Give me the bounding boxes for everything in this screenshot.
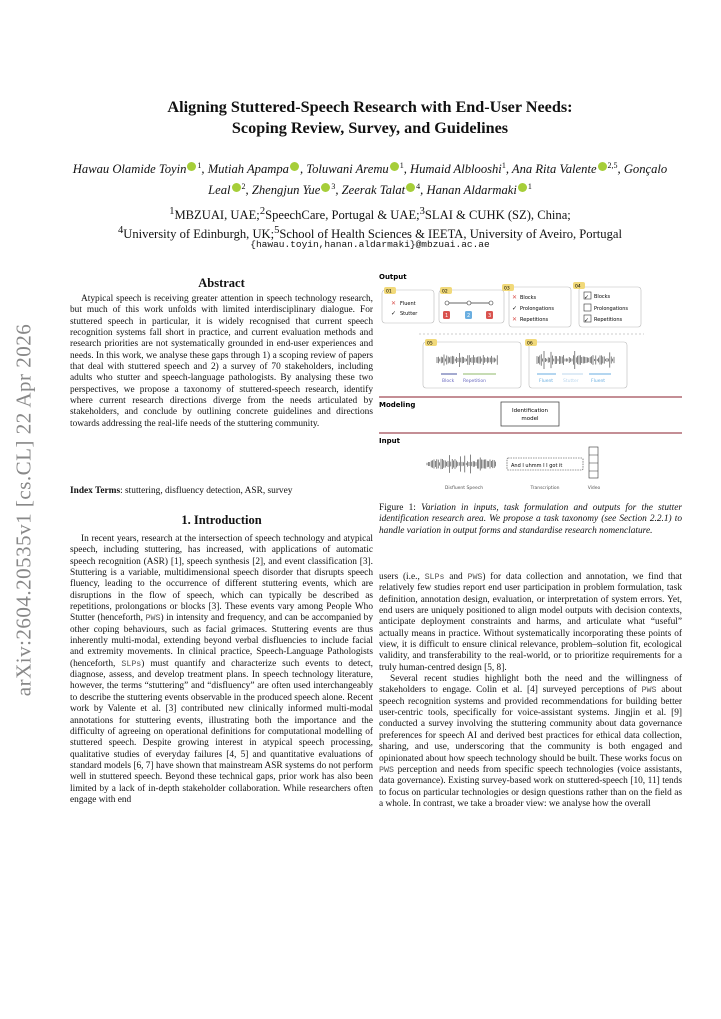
title-line-2: Scoping Review, Survey, and Guidelines (231, 119, 509, 137)
figure-caption (379, 503, 682, 537)
orcid-icon (390, 162, 399, 171)
timeline-node (467, 301, 471, 305)
blocks-label: Blocks (594, 294, 611, 300)
check-icon: ✓ (391, 310, 397, 317)
figure-1 (379, 270, 682, 495)
author-name: Ana Rita Valente (511, 162, 597, 177)
author-list: Hawau Olamide Toyin $^1$, Mutiah Apampa , Toluwani Aremu $^1$, Humaid Alblooshi$^1$, Ana Rita Valente $^{2,5}$, Gonçalo Leal $^2$, Zhengjun Yue $^3$, Zeerak Talat $^4$, Hanan Aldarmaki $^1$ (72, 161, 668, 198)
waveform-icon (537, 351, 614, 369)
abstract-text: Atypical speech is receiving greater attention in speech technology research, but much of this work unfolds with limited interdisciplinary dialogue. For stuttered speech in particular, it is widely recognised that current speech recognition systems fall short in practice, and current evaluation methods and research priorities are not systematically grounded in end-user experiences and needs. In this work, we analyse these gaps through 1) a scoping review of papers that deal with stuttered speech and 2) a survey of 70 stakeholders, including adults who stutter and speech-language pathologists. By analysing these two perspectives, we propose a taxonomy of stuttered-speech research, identify where current research directions diverge from the needs articulated by stakeholders, and conclude by outlining concrete guidelines and directions towards addressing the real-life needs of the stuttering community. (70, 294, 373, 429)
acronym: PWS (641, 686, 657, 696)
paper-title (90, 97, 650, 139)
fluent-label: Fluent (400, 301, 416, 307)
author-affiliation-mark: 2,5 (607, 161, 618, 170)
cross-icon: ✕ (391, 300, 397, 307)
acronym: PWS (379, 765, 394, 775)
model-box-line-2: model (521, 416, 539, 422)
orcid-icon (406, 183, 415, 192)
right-paragraph-1: users (i.e., SLPs and PWS) for data collection and annotation, we find that relatively few studies report end user participation in problem formulation, task definition, annotation design, evaluation, or interpretation of system errors. Yet, end users are uniquely positioned to align model outputs with decision contexts, anticipate deployment constraints and harms, and articulate what “useful” actually means in practice. Without systematically incorporating these points of view, it is difficult to ensure clinical relevance, problem–solution fit, ecological validity, and transferability to the real-world, or to prioritize requirements for a truly human-centred design [5, 8]. (379, 572, 682, 673)
author-name: Toluwani Aremu (306, 162, 389, 177)
transcript-text: And I uhmm I I got it (511, 463, 563, 469)
index-terms-label: Index Terms (70, 486, 121, 496)
affiliation-line-2: $^4$University of Edinburgh, UK;$^5$School of Health Sciences & IEETA, University of Aveiro, Portugal (118, 225, 622, 242)
prolongations-label: Prolongations (594, 306, 628, 312)
cross-icon: ✕ (512, 294, 518, 301)
orcid-icon (598, 162, 607, 171)
index-terms (70, 486, 373, 497)
repetitions-label: Repetitions (520, 317, 549, 323)
badge-01-label: 01 (386, 289, 392, 295)
prolongations-label: Prolongations (520, 306, 554, 312)
waveform-icon (427, 455, 496, 474)
stutter-label: Stutter (400, 311, 418, 317)
badge-04-label: 04 (575, 284, 581, 290)
caption-text: Variation in inputs, task formulation and outputs for the stutter identification research area. We propose a task taxonomy (see Section 2.2.1) to handle variation in output forms and standardise research nomenclature. (379, 503, 683, 536)
author-email: {hawau.toyin,hanan.aldarmaki}@mbzuai.ac.ae (250, 239, 490, 250)
check-icon: ✓ (512, 305, 518, 312)
badge-03-label: 03 (504, 286, 510, 292)
segment-fluent-label: Fluent (591, 379, 606, 384)
author-name: Humaid Alblooshi (410, 162, 502, 177)
model-box-line-1: Identification (511, 408, 549, 414)
intro-paragraph: In recent years, research at the intersection of speech technology and atypical speech, including stuttering, has increased, with applications of automatic speech recognition (ASR) [1], speech synthesis [2], and event classification [3]. Stuttering is a variable, multidimensional speech disorder that disrupts speech fluency, leading to the occurrence of different stuttering events, which are disruptions in the flow of speech, which can typically be described as repetitions, prolongations or blocks [3]. These events vary among People Who Stutter (henceforth, PWS) in intensity and frequency, and can be accompanied by other coping behaviours, such as facial grimaces. Stuttering events are thus inherently multi-modal, extending beyond verbal disfluencies to include facial and extremity movements. In clinical practice, Speech-Language Pathologists (henceforth, SLPs) must quantify and characterize such events to detect, diagnose, assess, and develop treatment plans. In speech technology literature, however, the terms “stuttering” and “disfluency” are often used interchangeably to describe the stuttering events observable in the produced speech alone. Recent work by Valente et al. [3] contributed new clinically informed multi-modal annotations for stuttering events, illustrating both the importance and the difficulty of agreeing on operational definitions for computational modelling of stuttered speech. Despite growing interest in atypical speech processing, qualitative studies of everyday failures [4, 5] and quantitative evaluations of standard models [6, 7] have shown that mainstream ASR systems do not perform well in stuttered speech. Beyond these technical gaps, prior work has also been limited by a lack of in-depth stakeholder collaboration. While researchers often engage with end (70, 534, 374, 805)
identification-model-box (501, 402, 559, 426)
affiliations (60, 204, 680, 242)
blocks-label: Blocks (520, 295, 537, 301)
output-label: Output (379, 273, 407, 281)
author-name: Hawau Olamide Toyin (72, 162, 187, 177)
orcid-icon (232, 183, 241, 192)
right-paragraph-2: Several recent studies highlight both the need and the willingness of stakeholders to engage. Colin et al. [4] surveyed perceptions of PWS about speech recognition systems and provided recommendations for building better user-centric tools, specifically for voice-assistant systems. Jingjin et al. [9] conducted a survey involving the stuttering community about data governance preferences for speech AI and derived best practices for ethical data collection, sharing, and use, underscoring that the community is both engaged and opinionated about how speech technology should be built. These works focus on PWS perception and needs from specific speech technologies (voice assistants, data governance). Existing survey-based work on stuttered-speech [10, 11] tends to focus on particular technologies or design questions rather than on the field as a whole. In contrast, we take a broader view: we analyse how the overall (379, 674, 682, 809)
waveform-icon (437, 353, 497, 367)
cross-icon: ✕ (512, 316, 518, 323)
intro-body (70, 534, 373, 806)
acronym: SLPs (424, 573, 445, 582)
author-name: Zhengjun Yue (251, 183, 321, 198)
segment-repetition-label: Repetition (463, 379, 486, 384)
input-disfluent-caption: Disfluent Speech (444, 486, 484, 491)
badge-06-label: 06 (527, 341, 533, 347)
input-video-caption: Video (587, 486, 601, 491)
modeling-label: Modeling (379, 401, 416, 409)
author-name: Zeerak Talat (341, 183, 406, 198)
orcid-icon (518, 183, 527, 192)
author-affiliation-mark: 1 (399, 161, 404, 170)
index-terms-text: : stuttering, disfluency detection, ASR, survey (120, 486, 293, 496)
author-affiliation-mark: 1 (501, 161, 506, 170)
author-name: Gonçalo Leal (208, 162, 668, 198)
badge-02-label: 02 (442, 289, 448, 295)
class-chip-2-label: 2 (467, 313, 471, 319)
timeline-node (445, 301, 449, 305)
affiliation-line-1: $^1$MBZUAI, UAE;$^2$SpeechCare, Portugal & UAE;$^3$SLAI & CUHK (SZ), China; (169, 206, 571, 223)
timeline-node (489, 301, 493, 305)
checkbox-empty-icon (584, 304, 591, 311)
abstract-heading: Abstract (198, 276, 245, 290)
author-affiliation-mark: 4 (416, 182, 421, 192)
acronym: PWS (467, 573, 483, 582)
acronym: SLPs (121, 659, 142, 669)
arxiv-stamp: arXiv:2604.20535v1 [cs.CL] 22 Apr 2026 (11, 323, 36, 697)
segment-fluent-label: Fluent (539, 379, 554, 384)
class-chip-1-label: 1 (445, 313, 449, 319)
badge-05-label: 05 (427, 341, 433, 347)
acronym: PWS (145, 614, 161, 624)
check-icon: ✓ (584, 294, 590, 301)
author-affiliation-mark: 1 (197, 161, 202, 170)
right-column-body (379, 572, 682, 810)
title-line-1: Aligning Stuttered-Speech Research with End-User Needs: (167, 98, 573, 116)
author-affiliation-mark: 3 (331, 182, 336, 192)
input-transcription-caption: Transcription (530, 486, 560, 491)
repetitions-label: Repetitions (594, 317, 623, 323)
video-frames-icon (589, 447, 598, 478)
intro-heading: 1. Introduction (181, 513, 262, 527)
class-chip-3-label: 3 (488, 313, 492, 319)
check-icon: ✓ (584, 317, 590, 324)
author-affiliation-mark: 1 (527, 182, 532, 192)
input-label: Input (379, 437, 400, 445)
segment-stutter-label: Stutter (563, 379, 579, 384)
caption-label: Figure 1: (379, 503, 416, 513)
author-name: Mutiah Apampa (207, 162, 289, 177)
segment-block-label: Block (442, 379, 455, 384)
orcid-icon (187, 162, 196, 171)
author-name: Hanan Aldarmaki (426, 183, 517, 198)
orcid-icon (290, 162, 299, 171)
author-affiliation-mark: 2 (241, 182, 246, 192)
abstract-body (70, 294, 373, 430)
orcid-icon (321, 183, 330, 192)
